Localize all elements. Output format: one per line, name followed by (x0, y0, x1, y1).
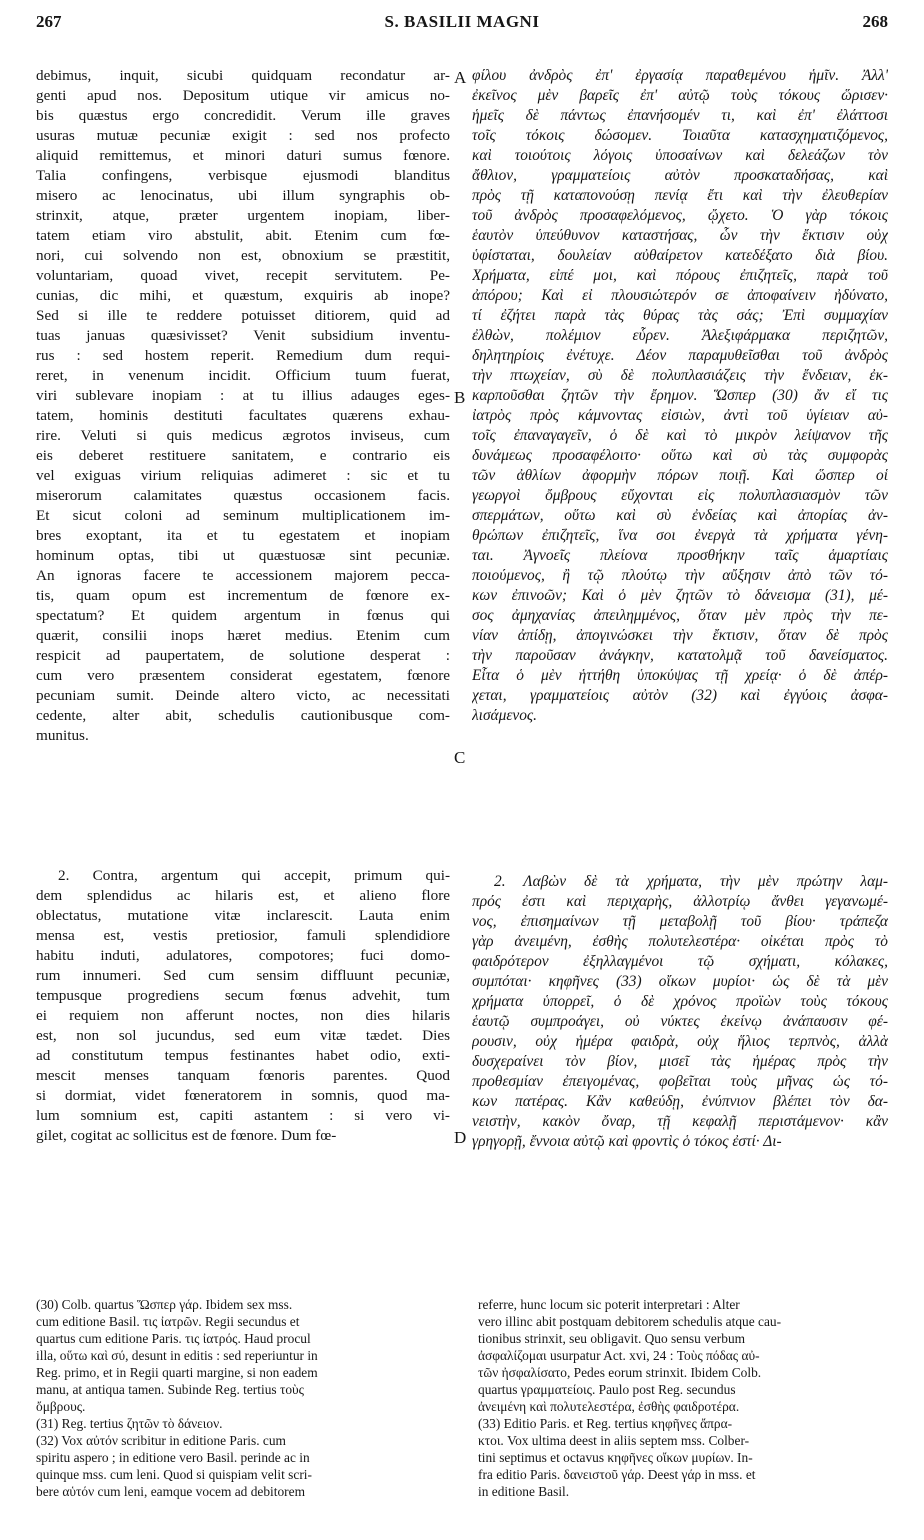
running-title: S. BASILII MAGNI (384, 12, 540, 31)
text-line: ἡμεῖς δὲ πάντως ἐπανήσομέν τι, καὶ ἐπ' ἐλάττοσι (472, 107, 888, 124)
text-line: bis quæstus ergo concredidit. Verum ille graves (36, 107, 450, 124)
text-line: cedente, alter abit, schedulis cautionibusque com- (36, 707, 450, 724)
text-line: χρήματα ὑπορρεῖ, ὁ δὲ χρόνος προϊὼν τοὺς τόκους (472, 993, 888, 1010)
text-line: rire. Veluti si quis medicus ægrotos inviseus, cum (36, 427, 450, 444)
text-line: φαιδρότερον ἐξηλλαγμένοι τῷ σχήματι, κόλακες, (472, 953, 888, 970)
text-line: ἑαυτῷ συμπροάγει, οὐ νύκτες ἐκείνῳ ἀνάπαυσιν φέ- (472, 1013, 888, 1030)
text-line: τί ἐζήτει παρὰ τὰς θύρας τὰς σάς; Ἐπὶ συμμαχίαν (472, 307, 888, 324)
text-line: ἰατρὸς πρὸς κάμνοντας εἰσιὼν, ἀντὶ τοῦ ὑγίειαν αὐ- (472, 407, 888, 424)
latin-column-section-2 (36, 866, 450, 1266)
text-line: eis deberet restituere sanitatem, e contrario eis (36, 447, 450, 464)
text-line: spiritu aspero ; in editione vero Basil. perinde ac in (36, 1450, 310, 1465)
text-line: reret, in venenum incidit. Officium tuum fuerat, (36, 367, 450, 384)
text-line: tionibus strinxit, seu obligavit. Quo sensu verbum (478, 1331, 746, 1346)
text-line: nori, cui solvendo non est, obnoxium se præstitit, (36, 247, 450, 264)
text-line: φίλου ἀνδρὸς ἐπ' ἐργασίᾳ παραθεμένου ἡμῖν. Ἀλλ' (472, 67, 888, 84)
text-line: τῶν ἀθλίων ἀφορμὴν πόρων ποιῇ. Καὶ ὥσπερ οἱ (472, 467, 888, 484)
text-line: voluntariam, quoad vivet, recepit servitutem. Pe- (36, 267, 450, 284)
text-line: νειστὴν, κακὸν ὄναρ, τῇ κεφαλῇ περιστάμενον· κἂν (472, 1113, 888, 1130)
text-line: cum vero præsentem considerat egestatem, fœnore (36, 667, 450, 684)
text-line: τοῖς τόκοις δώσομεν. Τοιαῦτα κατασχηματιζόμενος, (472, 127, 888, 144)
text-line: καὶ τοιούτοις λόγοις ὑποσαίνων καὶ δελεάζων τὸν (472, 147, 888, 164)
text-line: misero ac lenocinatus, ubi illum syngraphis ob- (36, 187, 450, 204)
text-line: χεται, γραμματείοις αὐτὸν (32) καὶ ἐγγύοις ἀσφα- (472, 687, 888, 704)
text-line: habitu induti, adulatores, compotores; fuci domo- (36, 947, 450, 964)
text-line: νίαν ἀπίδῃ, ἀπογινώσκει τὴν ἔκτισιν, ὅταν δὲ πρὸς (472, 627, 888, 644)
margin-marker-d: D (454, 1128, 467, 1147)
greek-column (472, 66, 888, 866)
greek-column-section-2 (472, 872, 888, 1272)
text-line: tuas januas quæsivisset? Venit subsidium inventu- (36, 327, 450, 344)
text-line: usuras mutuæ pecuniæ exigit : sed nos profecto (36, 127, 450, 144)
text-line: Εἶτα ὁ μὲν ἡττήθη ὑποκύψας τῇ χρείᾳ· ὁ δὲ ἀπέρ- (472, 667, 888, 684)
text-line: τοῖς ἐπαναγαγεῖν, ὁ δὲ καὶ τὸ μικρὸν λείψανον τῆς (472, 427, 888, 444)
text-line: ποιούμενος, ἢ τῷ πλούτῳ τὴν αὔξησιν ἀπὸ τῶν τό- (472, 567, 888, 584)
text-line: Et sicut coloni ad seminum multiplicationem im- (36, 507, 450, 524)
text-line: manu, at antiqua tamen. Subinde Reg. tertius τοὺς (36, 1382, 304, 1397)
text-line: ἐλθὼν, πολέμιον εὗρεν. Ἀλεξιφάρμακα περιζητῶν, (472, 327, 888, 344)
text-line: Χρήματα, εἰπέ μοι, καὶ πόρους ἐπιζητεῖς, παρὰ τοῦ (472, 267, 888, 284)
text-line: est, non sol jucundus, sed eum vitæ tædet. Dies (36, 1027, 450, 1044)
text-line: quartus γραμματείοις. Paulo post Reg. secundus (478, 1382, 736, 1397)
left-page-number: 267 (36, 12, 62, 31)
text-line: Reg. primo, et in Regii quarti margine, si non eadem (36, 1365, 318, 1380)
text-line: νος, ἐπισημαίνων τῇ μεταβολῇ τοῦ βίου· τράπεζα (472, 913, 888, 930)
text-line: ἀνειμένη καὶ πολυτελεστέρα, ἐσθὴς φαιδροτέρα. (478, 1399, 740, 1414)
text-line: λισάμενος. (472, 707, 538, 724)
text-line: ad constitutum tempus festinantes habet odio, exti- (36, 1047, 450, 1064)
text-line: σπερμάτων, οὕτω καὶ σὺ ἐνδείας καὶ ἀπορίας ἀν- (472, 507, 888, 524)
text-line: τὴν παροῦσαν ἀνάγκην, κατατολμᾷ τοῦ δανείσματος. (472, 647, 888, 664)
margin-marker-b: B (454, 388, 466, 407)
text-line: quærit, consilii inops hæret medius. Etenim cum (36, 627, 450, 644)
text-line: ἐκεῖνος μὲν βαρεῖς ἐπ' αὐτῷ τοὺς τόκους ὥρισεν· (472, 87, 888, 104)
text-line: debimus, inquit, sicubi quidquam recondatur ar- (36, 67, 450, 84)
text-line: tis, quam opum est incrementum de fœnore ex- (36, 587, 450, 604)
text-line: δυνάμεως προσαφέλοιτο· οὕτω καὶ σὺ τὰς συμφορὰς (472, 447, 888, 464)
margin-marker-c: C (454, 748, 466, 767)
text-line: munitus. (36, 727, 89, 744)
text-line: dem splendidus ac hilaris est, et alieno flore (36, 887, 450, 904)
text-line: si dormiat, videt fœneratorem in somnis, quod ma- (36, 1087, 450, 1104)
text-line: mescit menses tanquam fœnoris parentes. Quod (36, 1067, 450, 1084)
text-line: rum innumeri. Sed cum sensim diffluunt pecuniæ, (36, 967, 450, 984)
text-line: κων ἐπινοῶν; Καὶ ὁ μὲν ζητῶν τὸ δάνεισμα (31), μέ- (472, 587, 888, 604)
text-line: cum editione Basil. τις ἰατρῶν. Regii secundus et (36, 1314, 300, 1329)
text-line: ἑαυτὸν ὑπεύθυνον καταστήσας, ὧν τὴν ἔκτισιν οὐχ (472, 227, 888, 244)
text-line: Talia confingens, verbisque ejusmodi blanditus (36, 167, 450, 184)
text-line: rus : sed hostem reperit. Remedium dum requi- (36, 347, 450, 364)
text-line: An ignoras facere te accessionem majorem pecca- (36, 567, 450, 584)
text-line: gilet, cogitat ac sollicitus est de fœnore. Dum fœ- (36, 1127, 337, 1144)
text-line: κων πατέρας. Κἂν καθεύδῃ, ἐνύπνιον βλέπει τὸν δα- (472, 1093, 888, 1110)
right-page-number: 268 (862, 12, 888, 31)
text-line: respicit ad paupertatem, de solutione desperat : (36, 647, 450, 664)
text-line: δηλητηρίοις ἐνέτυχε. Δέον παραμυθεῖσθαι τοῦ ἀνδρὸς (472, 347, 888, 364)
text-line: δυσχεραίνει τὸν βίον, μισεῖ τὰς ἡμέρας πρὸς τὴν (472, 1053, 888, 1070)
text-line: ἄθλιον, γραμματείοις αὐτὸν προσκαταδήσας, καὶ (472, 167, 888, 184)
text-line: καρποῦσθαι ζητῶν τὴν ἔρημον. Ὥσπερ (30) ἄν εἴ τις (472, 387, 888, 404)
text-line: cunias, dic mihi, et quæstum, exquiris ab inope? (36, 287, 450, 304)
text-line: πρός ἐστι καὶ περιχαρὴς, ἀλλοτρίῳ ἄνθει γεγανωμέ- (472, 893, 888, 910)
text-line: ὑφίσταται, δουλείαν αὐθαίρετον κατεδέξατο διὰ βίου. (472, 247, 888, 264)
text-line: γρηγορῇ, ἔννοια αὐτῷ καὶ φροντὶς ὁ τόκος ἐστί· Δι- (472, 1133, 782, 1150)
text-line: bres exoptant, ita et tu egestatem et inopiam (36, 527, 450, 544)
text-line: lum somnium est, capiti astantem : si vero vi- (36, 1107, 450, 1124)
text-line: πρὸς τῇ καταπονούσῃ πενίᾳ ἔτι καὶ τὴν ἐλευθερίαν (472, 187, 888, 204)
margin-marker-a: A (454, 68, 467, 87)
text-line: ἀσφαλίζομαι usurpatur Act. xvi, 24 : Τοὺς πόδας αὐ- (478, 1348, 760, 1363)
text-line: ὄμβρους. (36, 1399, 86, 1414)
text-line: tini septimus et octavus κηφῆνες οἴκων μυρίων. In- (478, 1450, 753, 1465)
text-line: κτοι. Vox ultima deest in aliis septem mss. Colber- (478, 1433, 750, 1448)
footnotes-left (36, 1296, 456, 1500)
text-line: (30) Colb. quartus Ὥσπερ γάρ. Ibidem sex mss. (36, 1297, 293, 1312)
text-line: vel exiguas virium reliquias adimeret : sic et tu (36, 467, 450, 484)
text-line: (33) Editio Paris. et Reg. tertius κηφῆνες ἄπρα- (478, 1416, 733, 1431)
text-line: tatem, hominis destituti facultates quærens exhau- (36, 407, 450, 424)
text-line: tempusque progrediens secum fœnus advehit, tum (36, 987, 450, 1004)
text-line: mensa est, vestis pretiosior, famuli splendidiore (36, 927, 450, 944)
text-line: 2. Λαβὼν δὲ τὰ χρήματα, τὴν μὲν πρώτην λαμ- (494, 873, 888, 890)
text-line: quinque mss. cum leni. Quod si quispiam velit scri- (36, 1467, 312, 1482)
text-line: fra editio Paris. δανειστοῦ γάρ. Deest γάρ in mss. et (478, 1467, 756, 1482)
text-line: 2. Contra, argentum qui accepit, primum qui- (58, 867, 450, 884)
text-line: hominum optas, tibi ut quæstuosæ sint pecuniæ. (36, 547, 450, 564)
text-line: bere αὑτόν cum leni, eamque vocem ad debitorem (36, 1484, 305, 1499)
text-line: θρώπων ἐπιζητεῖς, ἵνα σοι ἐνεργὰ τὰ χρήματα γένη- (472, 527, 888, 544)
text-line: ται. Ἀγνοεῖς πλείονα προσθήκην ταῖς ἁμαρτίαις (472, 547, 888, 564)
text-line: viri sublevare inopiam : at tu illius adauges eges- (36, 387, 450, 404)
text-line: illa, οὕτω καὶ σύ, desunt in editis : sed reperiuntur in (36, 1348, 318, 1363)
latin-column (36, 66, 450, 866)
text-line: ei requiem non afferunt noctes, non dies hilaris (36, 1007, 450, 1024)
text-line: oblectatus, mutatione vitæ inclarescit. Lauta enim (36, 907, 450, 924)
text-line: aliquid remittemus, et minori daturi sumus fœnore. (36, 147, 450, 164)
text-line: tatem etiam viro abstulit, abit. Etenim cum fœ- (36, 227, 450, 244)
text-line: in editione Basil. (478, 1484, 570, 1499)
text-line: ρουσιν, οὐχ ἡμέρα φαιδρὰ, οὐχ ἥλιος τερπνὸς, ἀλλὰ (472, 1033, 888, 1050)
text-line: miserorum calamitates quæstus occasionem facis. (36, 487, 450, 504)
text-line: spectatum? Et quidem argentum in fœnus qui (36, 607, 450, 624)
text-line: τοῦ ἀνδρὸς προσαφελόμενος, ᾤχετο. Ὁ γὰρ τόκοις (472, 207, 888, 224)
text-line: vero illinc abit postquam debitorem schedulis atque cau- (478, 1314, 782, 1329)
text-line: τὴν πτωχείαν, σὺ δὲ πολυπλασιάζεις τὴν ἔνδειαν, ἐκ- (472, 367, 888, 384)
text-line: σος ἀμηχανίας ἀπειλημμένος, ὅταν μὲν πρὸς τὴν πε- (472, 607, 888, 624)
text-line: (31) Reg. tertius ζητῶν τὸ δάνειον. (36, 1416, 223, 1431)
text-line: (32) Vox αὐτόν scribitur in editione Paris. cum (36, 1433, 286, 1448)
text-line: referre, hunc locum sic poterit interpretari : Alter (478, 1297, 740, 1312)
text-line: προθεσμίαν ἐπειγομένας, φοβεῖται τοὺς μῆνας ὡς τό- (472, 1073, 888, 1090)
text-line: genti apud nos. Depositum utique vir amicus no- (36, 87, 450, 104)
text-line: Sed si ille te reddere potuisset ditiorem, quid ad (36, 307, 450, 324)
text-line: τῶν ἠσφαλίσατο, Pedes eorum strinxit. Ibidem Colb. (478, 1365, 762, 1380)
text-line: γεωργοὶ ὄμβρους εὔχονται εἰς πολυπλασιασμὸν τῶν (472, 487, 888, 504)
text-line: quartus cum editione Paris. τις ἰατρός. Haud procul (36, 1331, 311, 1346)
text-line: ἀπόρου; Καὶ εἰ πλουσιώτερόν σε ἀποφαίνειν ἠδύνατο, (472, 287, 888, 304)
text-line: pecuniam sumit. Deinde altero victo, ac necessitati (36, 687, 450, 704)
text-line: strinxit, atque, præter urgentem inopiam, liber- (36, 207, 450, 224)
text-line: γὰρ ἀνειμένη, ἐσθὴς πολυτελεστέρα· οἰκέται πρὸς τὸ (472, 933, 888, 950)
text-line: συμπόται· κηφῆνες (33) οἴκων μυρίοι· ὡς δὲ τὰ μὲν (472, 973, 888, 990)
footnotes-right (478, 1296, 890, 1500)
